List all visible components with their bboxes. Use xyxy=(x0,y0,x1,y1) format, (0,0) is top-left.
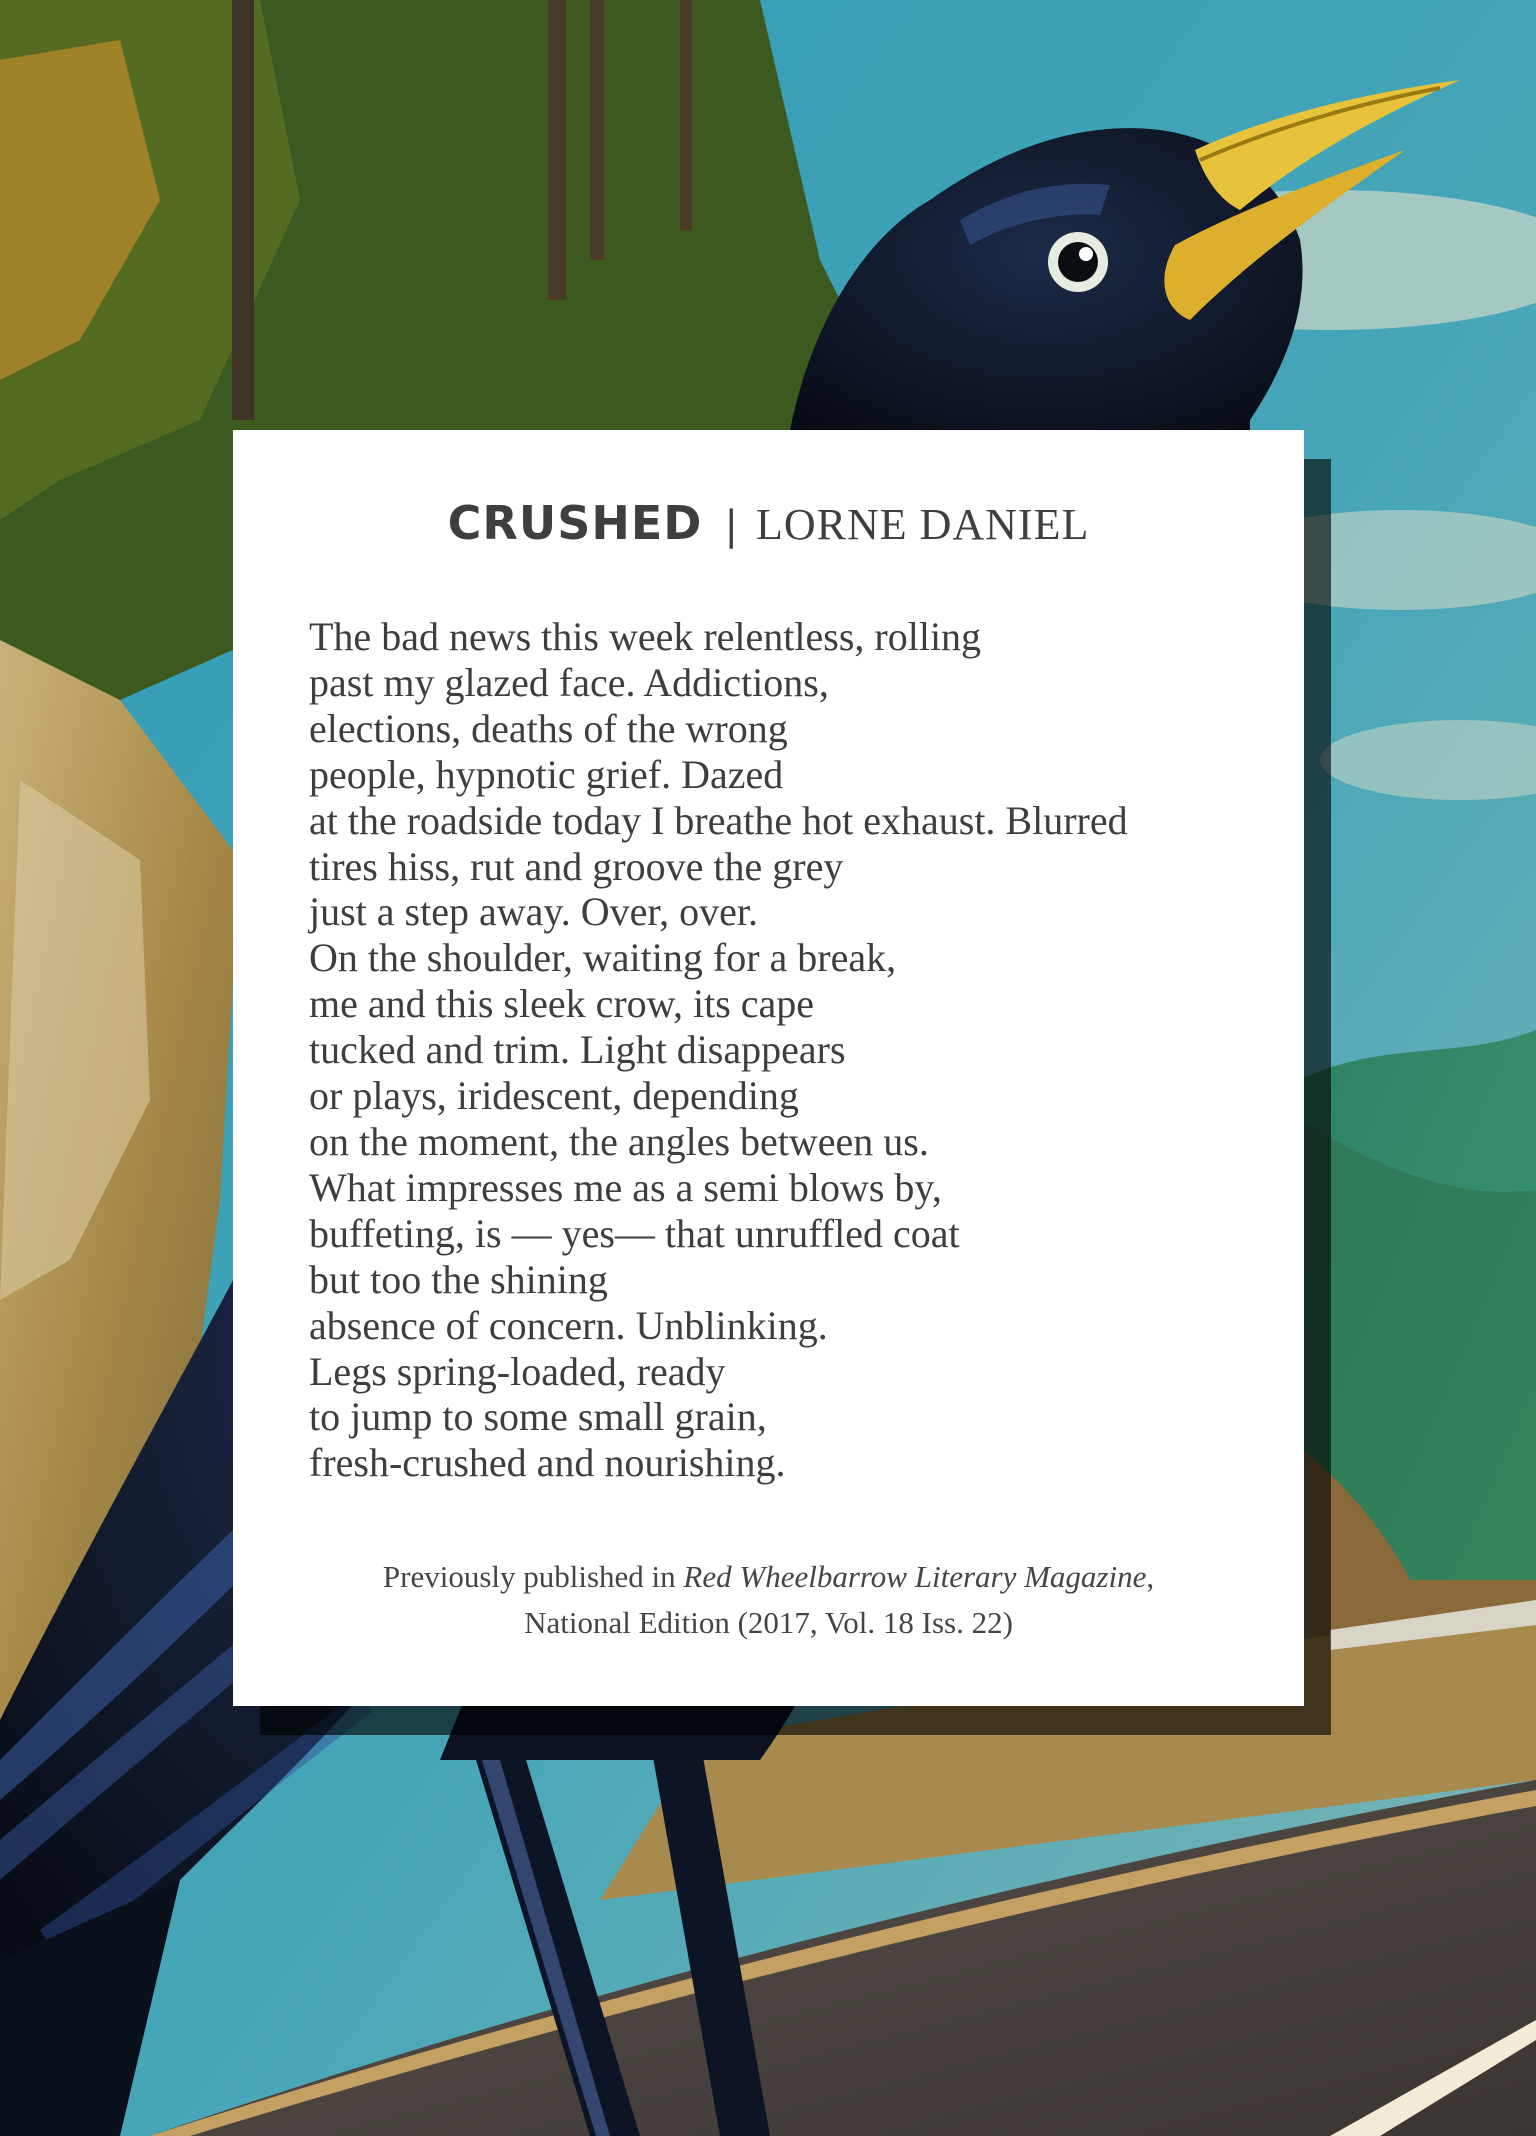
poem-line: What impresses me as a semi blows by, xyxy=(309,1164,942,1210)
publication-name: Red Wheelbarrow Literary Magazine xyxy=(683,1559,1147,1594)
credit-line-1 xyxy=(233,1554,1304,1600)
poem-line: past my glazed face. Addictions, xyxy=(309,659,829,705)
poem-line: tires hiss, rut and groove the grey xyxy=(309,843,844,889)
publication-credit xyxy=(233,1554,1304,1646)
credit-suffix: , xyxy=(1146,1559,1155,1594)
poem-body xyxy=(309,614,1128,1486)
poem-line: buffeting, is — yes— that unruffled coat xyxy=(309,1210,960,1256)
tree-trunk xyxy=(232,0,254,420)
poem-line: or plays, iridescent, depending xyxy=(309,1073,799,1119)
poem-card xyxy=(233,430,1304,1706)
poem-line: but too the shining xyxy=(309,1256,608,1302)
poem-title: CRUSHED xyxy=(447,496,703,550)
poem-line: absence of concern. Unblinking. xyxy=(309,1302,828,1348)
poem-author: LORNE DANIEL xyxy=(755,500,1090,549)
poem-line: tucked and trim. Light disappears xyxy=(309,1027,846,1073)
poem-line: elections, deaths of the wrong xyxy=(309,705,788,751)
poem-line: to jump to some small grain, xyxy=(309,1394,767,1440)
poem-line: Legs spring-loaded, ready xyxy=(309,1348,726,1394)
poem-line: on the moment, the angles between us. xyxy=(309,1118,929,1164)
tree-trunk xyxy=(590,0,604,260)
crow-pupil xyxy=(1058,242,1098,282)
poem-line: On the shoulder, waiting for a break, xyxy=(309,935,897,981)
poem-line: people, hypnotic grief. Dazed xyxy=(309,751,784,797)
poem-heading xyxy=(233,496,1304,550)
poem-line: just a step away. Over, over. xyxy=(309,889,759,935)
poem-line: me and this sleek crow, its cape xyxy=(309,981,815,1027)
credit-prefix: Previously published in xyxy=(382,1559,684,1594)
tree-trunk xyxy=(548,0,566,300)
eye-glint xyxy=(1079,247,1093,261)
tree-trunk xyxy=(680,0,692,230)
heading-separator: | xyxy=(724,503,738,549)
poem-line: fresh-crushed and nourishing. xyxy=(309,1440,786,1486)
credit-line-2: National Edition (2017, Vol. 18 Iss. 22) xyxy=(524,1605,1013,1640)
poem-line: The bad news this week relentless, rolling xyxy=(309,614,982,659)
poem-line: at the roadside today I breathe hot exhaust. Blurred xyxy=(309,797,1128,843)
